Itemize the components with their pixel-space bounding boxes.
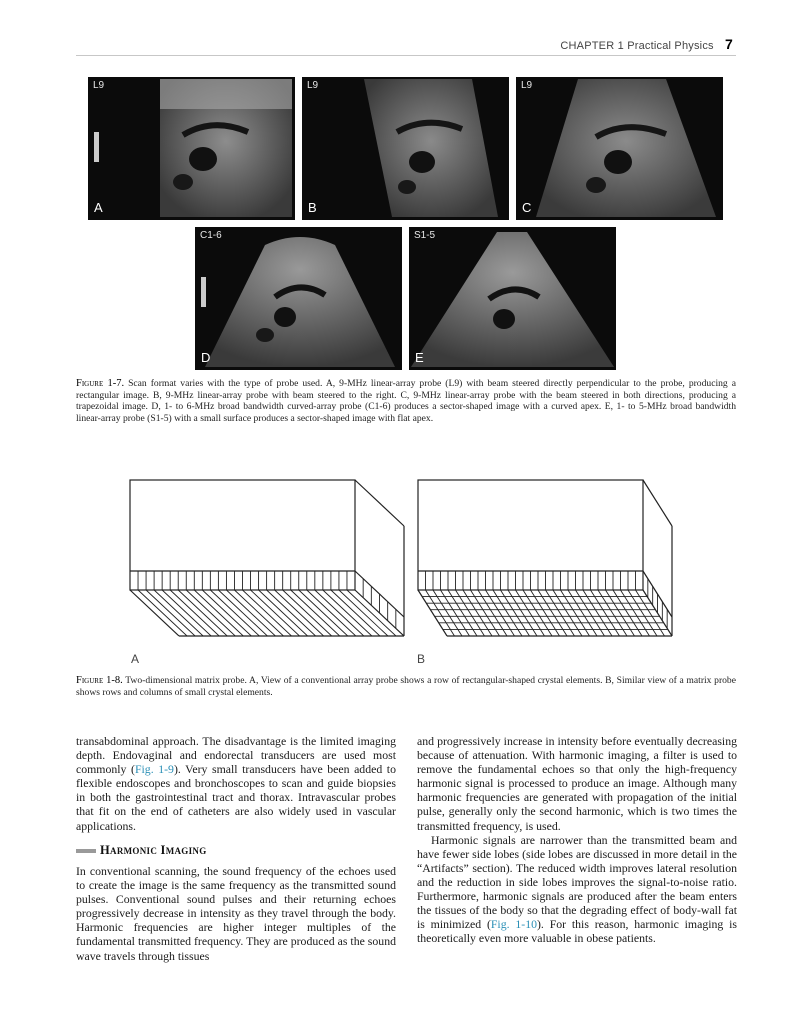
- crystal-element-line: [170, 590, 219, 636]
- crystal-element-line: [138, 590, 187, 636]
- paragraph: [76, 734, 396, 833]
- panel-letter: E: [415, 350, 424, 365]
- panel-letter: C: [522, 200, 532, 215]
- text-run: Harmonic signals are narrower than the transmitted beam and have fewer side lobes (side lobes are discussed in more detail in the “Artifacts” section). The reduced width improves lateral resolution and the reduction in side lobes improves the signal-to-noise ratio. Furthermore, harmonic signals are produced after the beam enters the tissues of the body so that the degrading effect of body-wall fat is minimized (: [417, 832, 737, 932]
- caption-text: Scan format varies with the type of probe used. A, 9-MHz linear-array probe (L9) with beam steered directly perpendicular to the probe, producing a rectangular image. B, 9-MHz linear-array probe with beam steered to the right. C, 9-MHz linear-array probe with the beam steered in both directions, producing a trapezoidal image. D, 1- to 6-MHz broad bandwidth curved-array probe (C1-6) produces a sector-shaped image with a curved apex. E, 1- to 5-MHz broad bandwidth linear-array probe (S1-5) with a small surface produces a sector-shaped image with flat apex.: [76, 378, 736, 424]
- probe-label: L9: [521, 80, 533, 91]
- chapter-label: CHAPTER 1: [560, 40, 624, 52]
- crystal-element-line: [299, 590, 348, 636]
- probe-label: L9: [307, 80, 319, 91]
- crystal-element-line: [291, 590, 340, 636]
- fig-1-10-link[interactable]: Fig. 1-10: [490, 917, 537, 932]
- figure-label: Figure 1-7.: [76, 378, 125, 389]
- ultrasound-image-a: [88, 77, 295, 220]
- crystal-element-line: [194, 590, 243, 636]
- running-header: [560, 36, 733, 52]
- crystal-element-line: [275, 590, 324, 636]
- panel-letter: A: [94, 200, 103, 215]
- crystal-element-line: [251, 590, 300, 636]
- header-rule: [76, 55, 736, 56]
- ultrasound-panel-a: [88, 77, 295, 220]
- crystal-element-line: [315, 590, 364, 636]
- ultrasound-image-d: [195, 227, 402, 370]
- section-heading-text: Harmonic Imaging: [100, 843, 207, 857]
- chapter-title: Practical Physics: [627, 40, 714, 52]
- text-run: transabdominal approach. The disadvantage is the limited imaging depth. Endovaginal and endorectal transducers are used most commonly (: [76, 734, 396, 777]
- page-number: 7: [725, 36, 733, 52]
- paragraph: [417, 833, 737, 946]
- figure-1-8-caption: [76, 675, 736, 698]
- ultrasound-panel-b: [302, 77, 509, 220]
- crystal-element-line: [178, 590, 227, 636]
- right-column: [417, 734, 737, 945]
- section-heading: [76, 843, 396, 859]
- left-column-cont: [76, 864, 396, 963]
- paragraph: and progressively increase in intensity before eventually decreasing because of attenuation. With harmonic imaging, a filter is used to remove the fundamental echoes so that only the high-frequency harmonic signal is processed to produce an image. Although many harmonic frequencies are generated with propagation of the initial pulse, generally only the second harmonic, which is two times the transmitted frequency, is used.: [417, 734, 737, 833]
- crystal-element-line: [331, 590, 380, 636]
- ultrasound-image-b: [302, 77, 509, 220]
- crystal-element-line: [243, 590, 292, 636]
- ultrasound-image-c: [516, 77, 723, 220]
- ultrasound-panel-c: [516, 77, 723, 220]
- crystal-element-line: [226, 590, 275, 636]
- matrix-probe-diagram: [120, 470, 680, 670]
- diagram-label-a: A: [131, 652, 140, 666]
- crystal-element-line: [218, 590, 267, 636]
- crystal-element-line: [186, 590, 235, 636]
- diagram-label-b: B: [417, 652, 426, 666]
- caption-text: Two-dimensional matrix probe. A, View of a conventional array probe shows a row of rectangular-shaped crystal elements. B, Similar view of a matrix probe shows rows and columns of small crystal elements.: [76, 675, 736, 698]
- ultrasound-panel-d: [195, 227, 402, 370]
- left-column: [76, 734, 396, 833]
- text-run: ). Very small transducers have been added to flexible endoscopes and bronchoscopes to scan and guide biopsies in both the gastrointestinal tract and thorax. Intravascular probes that fit on the end of catheters are also widely used in vascular applications.: [76, 762, 396, 833]
- crystal-element-line: [210, 590, 259, 636]
- crystal-element-line: [283, 590, 332, 636]
- panel-letter: D: [201, 350, 211, 365]
- text-run: ). For this reason, harmonic imaging is theoretically even more valuable in obese patients.: [417, 917, 737, 946]
- crystal-element-line: [202, 590, 251, 636]
- crystal-element-line: [234, 590, 283, 636]
- probe-label: S1-5: [414, 230, 436, 241]
- crystal-element-line: [267, 590, 316, 636]
- probe-label: L9: [93, 80, 105, 91]
- crystal-elements-b: [422, 571, 668, 636]
- crystal-element-line: [162, 590, 211, 636]
- fig-1-9-link[interactable]: Fig. 1-9: [134, 762, 174, 777]
- crystal-element-line: [146, 590, 195, 636]
- crystal-element-line: [259, 590, 308, 636]
- crystal-element-line: [154, 590, 203, 636]
- paragraph: In conventional scanning, the sound frequency of the echoes used to create the image is the same frequency as the transmitted sound pulses. Conventional sound pulses and their returning echoes progressively decrease in intensity as they travel through the body. Harmonic frequencies are higher integer multiples of the fundamental transmitted frequency. They are produced as the sound wave travels through tissues: [76, 864, 396, 963]
- crystal-element-line: [307, 590, 356, 636]
- crystal-element-line: [323, 590, 372, 636]
- heading-bar: [76, 849, 96, 853]
- figure-label: Figure 1-8.: [76, 675, 123, 686]
- ultrasound-panel-e: [409, 227, 616, 370]
- panel-letter: B: [308, 200, 317, 215]
- probe-label: C1-6: [200, 230, 222, 241]
- crystal-elements-a: [138, 571, 396, 636]
- ultrasound-image-e: [409, 227, 616, 370]
- figure-1-7-caption: [76, 378, 736, 424]
